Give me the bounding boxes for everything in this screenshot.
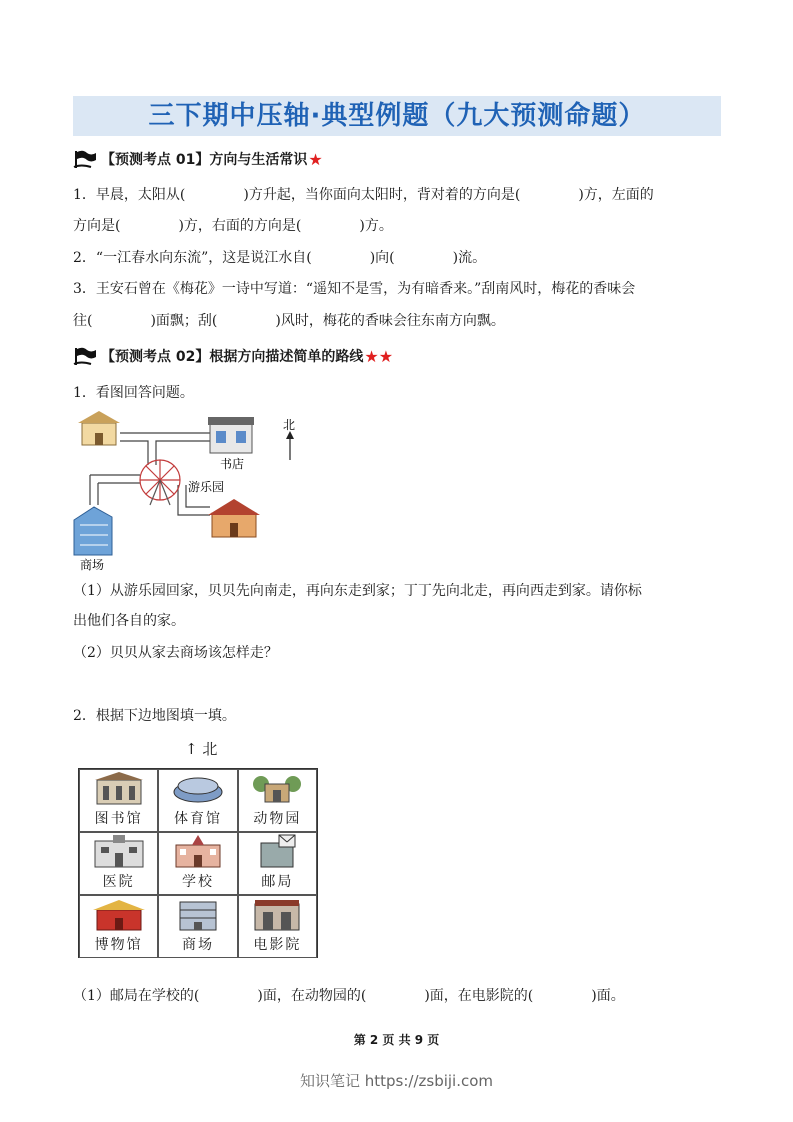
ferris-wheel-icon	[140, 460, 180, 505]
post-office-icon	[247, 833, 307, 869]
page-number: 第 2 页 共 9 页	[353, 1033, 440, 1047]
s2-question-2: 2．根据下边地图填一填。	[73, 708, 236, 724]
s2-q1-sub1-line1: （1）从游乐园回家，贝贝先向南走，再向东走到家；丁丁先向北走，再向西走到家。请你标	[73, 583, 642, 599]
hospital-icon	[89, 833, 149, 869]
bookstore-icon	[208, 417, 254, 453]
watermark-link[interactable]: 知识笔记 https://zsbiji.com	[299, 1072, 494, 1090]
grid-cell-cinema: 电影院	[238, 895, 317, 958]
zoo-icon	[247, 770, 307, 806]
north-indicator: ↑ 北	[185, 740, 218, 758]
grid-cell-hospital: 医院	[79, 832, 158, 895]
north-arrow-icon	[286, 431, 294, 460]
mall-icon	[168, 896, 228, 932]
museum-icon	[89, 896, 149, 932]
house-icon	[208, 499, 260, 537]
park-label: 游乐园	[188, 480, 225, 494]
s2-question-1: 1．看图回答问题。	[73, 385, 194, 401]
question-3-line-1: 3．王安石曾在《梅花》一诗中写道：“遥知不是雪，为有暗香来。”刮南风时，梅花的香味会	[73, 281, 636, 297]
s2-q2-sub1: （1）邮局在学校的( )面，在动物园的( )面，在电影院的( )面。	[73, 988, 625, 1004]
question-1-line-1: 1．早晨，太阳从( )方升起，当你面向太阳时，背对着的方向是( )方，左面的	[73, 187, 654, 203]
s2-q1-sub2: （2）贝贝从家去商场该怎样走？	[73, 645, 278, 661]
grid-cell-post-office: 邮局	[238, 832, 317, 895]
question-1-line-2: 方向是( )方，右面的方向是( )方。	[73, 218, 393, 234]
page-title: 三下期中压轴·典型例题（九大预测命题）	[148, 101, 646, 131]
north-label: 北	[283, 418, 296, 432]
cinema-icon	[247, 896, 307, 932]
grid-cell-mall: 商场	[158, 895, 237, 958]
section-heading-02	[73, 345, 393, 367]
house-icon	[78, 411, 120, 445]
grid-cell-zoo: 动物园	[238, 769, 317, 832]
grid-cell-library: 图书馆	[79, 769, 158, 832]
section-heading-01	[73, 148, 323, 170]
question-2-line: 2．“一江春水向东流”，这是说江水自( )向( )流。	[73, 250, 487, 266]
mall-label: 商场	[80, 558, 105, 572]
section-heading-label: 【预测考点 01】方向与生活常识	[101, 152, 308, 168]
stadium-icon	[168, 770, 228, 806]
star-rating: ★	[308, 149, 323, 169]
route-map	[70, 405, 310, 575]
section-heading-label: 【预测考点 02】根据方向描述简单的路线	[101, 349, 364, 365]
title-banner	[73, 96, 721, 136]
bookstore-label: 书店	[220, 457, 245, 471]
location-grid	[78, 768, 318, 958]
s2-q1-sub1-line2: 出他们各自的家。	[73, 613, 185, 629]
library-icon	[89, 770, 149, 806]
flag-icon	[73, 346, 99, 366]
school-icon	[168, 833, 228, 869]
flag-icon	[73, 149, 99, 169]
grid-cell-museum: 博物馆	[79, 895, 158, 958]
grid-cell-school: 学校	[158, 832, 237, 895]
question-3-line-2: 往( )面飘；刮( )风时，梅花的香味会往东南方向飘。	[73, 313, 505, 329]
star-rating: ★★	[364, 346, 394, 366]
grid-cell-gym: 体育馆	[158, 769, 237, 832]
mall-icon	[74, 507, 112, 555]
